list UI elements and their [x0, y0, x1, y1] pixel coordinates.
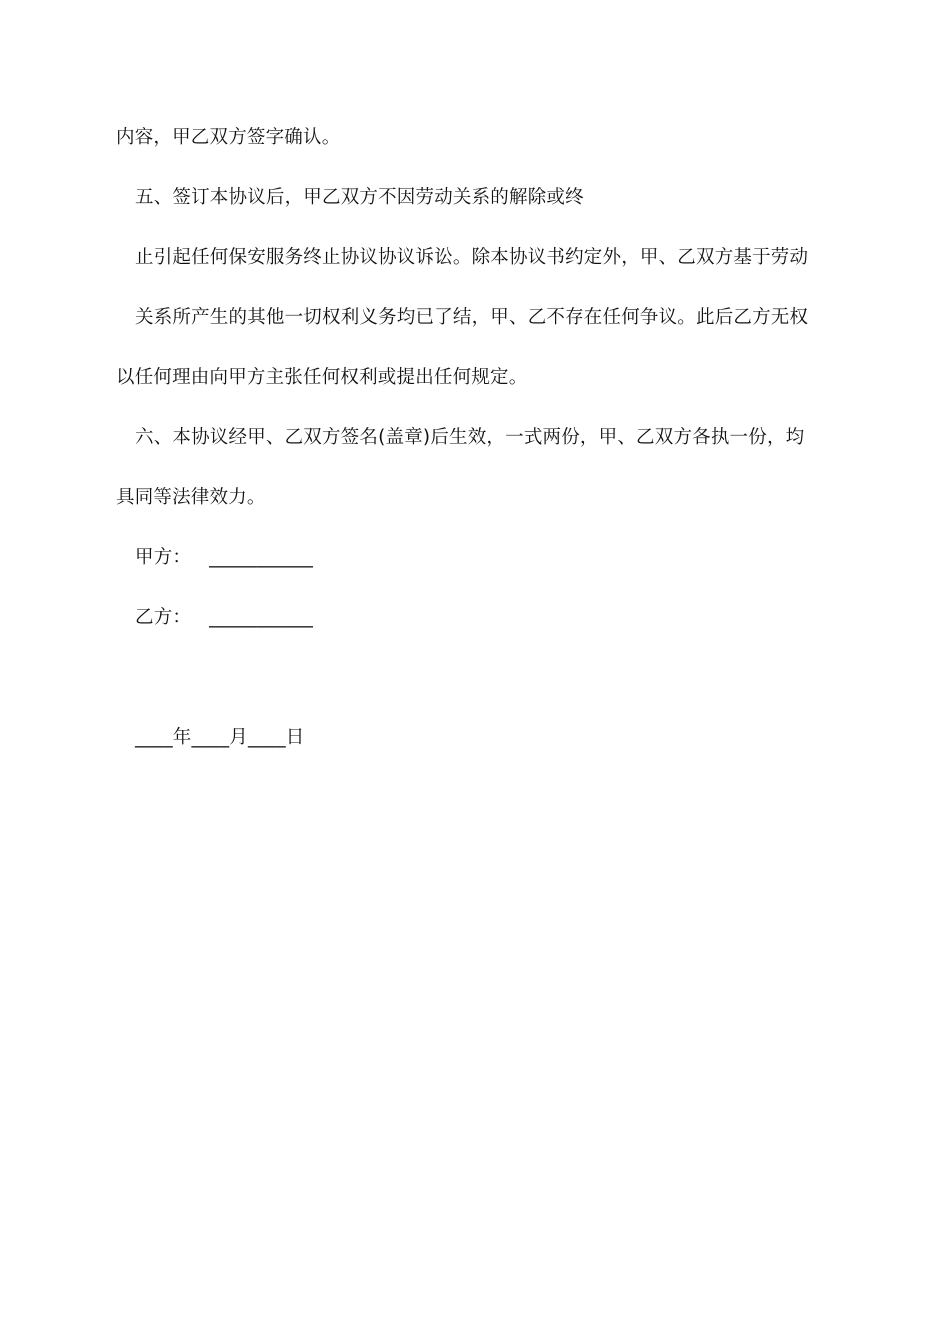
- paragraph-line: 关系所产生的其他一切权利义务均已了结，甲、乙不存在任何争议。此后乙方无权: [135, 307, 809, 328]
- party-a-signature: [135, 546, 313, 570]
- paragraph-line: 内容，甲乙双方签字确认。: [116, 127, 341, 148]
- party-b-label: 乙方：: [135, 607, 192, 628]
- party-a-label: 甲方：: [135, 547, 192, 568]
- date-line: ____年____月____日: [135, 727, 305, 748]
- party-a-signature-blank: ___________: [209, 547, 314, 568]
- paragraph-line: 以任何理由向甲方主张任何权利或提出任何规定。: [116, 367, 528, 388]
- clause-five-line: 五、签订本协议后，甲乙双方不因劳动关系的解除或终: [135, 187, 584, 208]
- paragraph-line: 止引起任何保安服务终止协议协议诉讼。除本协议书约定外，甲、乙双方基于劳动: [135, 247, 809, 268]
- paragraph-line: 具同等法律效力。: [116, 487, 266, 508]
- party-b-signature-blank: ___________: [209, 607, 314, 628]
- clause-six-line: 六、本协议经甲、乙双方签名(盖章)后生效，一式两份，甲、乙双方各执一份，均: [135, 427, 805, 448]
- party-b-signature: [135, 606, 313, 630]
